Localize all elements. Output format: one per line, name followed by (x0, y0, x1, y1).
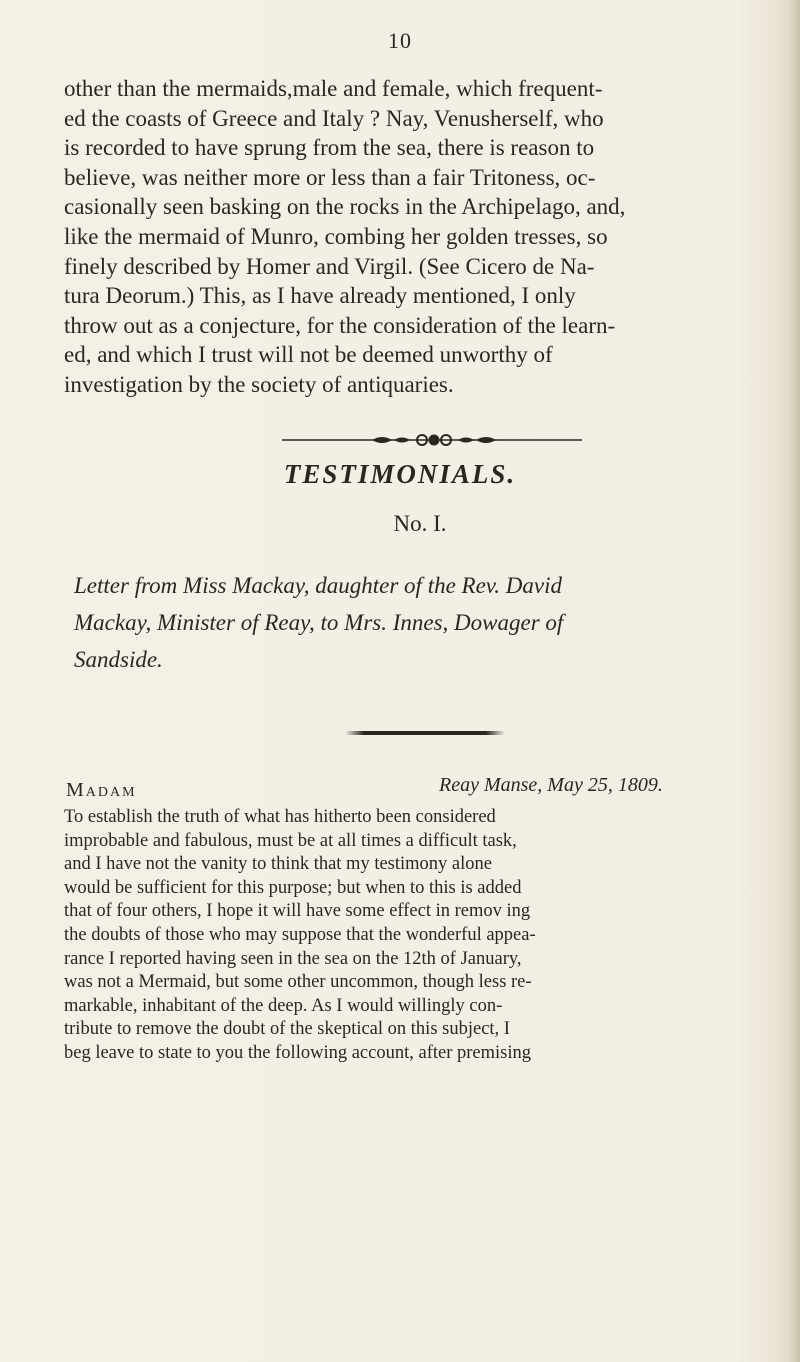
text-line: ed, and which I trust will not be deemed unworthy of (64, 342, 553, 368)
text-line: would be sufficient for this purpose; but when to this is added (64, 877, 522, 898)
page-edge (788, 0, 800, 1362)
text-line: and I have not the vanity to think that my testimony alone (64, 854, 492, 875)
title-line: Letter from Miss Mackay, daughter of the Rev. David (74, 573, 563, 598)
text-line: casionally seen basking on the rocks in the Archipelago, and, (64, 194, 626, 220)
text-line: was not a Mermaid, but some other uncommon, though less re- (64, 972, 532, 993)
letter-title (74, 567, 754, 678)
text-line: like the mermaid of Munro, combing her golden tresses, so (64, 223, 608, 249)
dateline: Reay Manse, May 25, 1809. (439, 774, 663, 796)
text-line: finely described by Homer and Virgil. (See Cicero de Na- (64, 253, 595, 279)
opening-paragraph (64, 74, 744, 400)
salutation: Madam (66, 779, 137, 801)
text-line: ed the coasts of Greece and Italy ? Nay, Venusherself, who (64, 105, 604, 131)
text-line: tura Deorum.) This, as I have already mentioned, I only (64, 283, 576, 309)
text-line: that of four others, I hope it will have some effect in remov ing (64, 901, 531, 922)
title-line: Mackay, Minister of Reay, to Mrs. Innes, Dowager of (74, 610, 564, 635)
text-line: throw out as a conjecture, for the consideration of the learn- (64, 312, 616, 338)
page-number: 10 (388, 28, 412, 53)
text-line: other than the mermaids,male and female, which frequent- (64, 76, 603, 101)
text-line: believe, was neither more or less than a fair Tritoness, oc- (64, 164, 596, 190)
letter-body (64, 806, 754, 1066)
text-line: improbable and fabulous, must be at all times a difficult task, (64, 830, 517, 851)
text-line: is recorded to have sprung from the sea, there is reason to (64, 135, 595, 161)
text-line: investigation by the society of antiquaries. (64, 371, 454, 397)
text-line: markable, inhabitant of the deep. As I would willingly con- (64, 995, 503, 1016)
section-number: No. I. (393, 511, 447, 536)
section-heading: TESTIMONIALS. (283, 459, 517, 489)
text-line: To establish the truth of what has hitherto been considered (64, 807, 496, 827)
title-line: Sandside. (74, 647, 163, 672)
ornamental-divider (282, 434, 582, 446)
divider-rule (345, 731, 505, 735)
text-line: the doubts of those who may suppose that the wonderful appea- (64, 924, 536, 945)
text-line: tribute to remove the doubt of the skeptical on this subject, I (64, 1019, 510, 1040)
text-line: rance I reported having seen in the sea on the 12th of January, (64, 948, 522, 969)
text-line: beg leave to state to you the following account, after premising (64, 1042, 531, 1063)
